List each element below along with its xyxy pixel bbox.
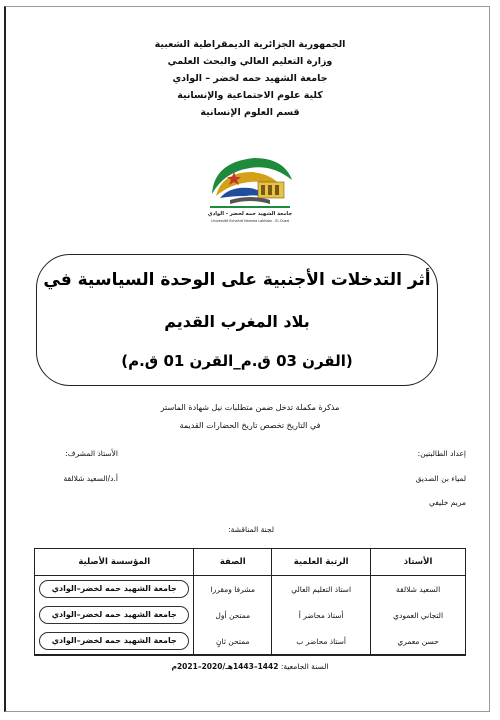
header-line-3: جامعة الشهيد حمه لخضر – الوادي (172, 73, 328, 84)
cell-institution: جامعة الشهيد حمه لخضر–الوادي (39, 606, 189, 624)
cell-role: مشرفا ومقررا (194, 576, 272, 603)
cell-rank: أستاذ محاضر ب (272, 628, 371, 655)
university-logo-icon (200, 150, 300, 230)
col-role: الصفة (194, 549, 272, 576)
cell-professor: التجاني العمودي (371, 602, 466, 628)
header-line-5: قسم العلوم الإنسانية (200, 107, 300, 118)
thesis-subtitle-line-2: في التاريخ تخصص تاريخ الحضارات القديمة (179, 421, 321, 430)
cell-role: ممتحن ثانٍ (194, 628, 272, 655)
logo-text-ar: جامعة الشهيد حمه لخضر - الوادي (207, 211, 293, 217)
cell-role: ممتحن أول (194, 602, 272, 628)
cell-institution: جامعة الشهيد حمه لخضر–الوادي (39, 632, 189, 650)
committee-table (34, 548, 466, 656)
academic-year-label: السنة الجامعية: (280, 662, 329, 671)
cell-professor: حسن معمري (371, 628, 466, 655)
institution-header (0, 36, 500, 121)
academic-year-value: 1442–1443هـ/2020–2021م (171, 662, 279, 671)
students-label: إعداد الطالبتين: (417, 449, 466, 458)
supervisor-label: الأستاذ المشرف: (65, 449, 118, 458)
student-name-2: مريم خليفي (428, 498, 466, 507)
table-row (35, 628, 466, 655)
cell-professor: السعيد شلالقة (371, 576, 466, 603)
thesis-title-line-3: (القرن 03 ق.م_القرن 01 ق.م) (121, 352, 353, 370)
committee-header-row (35, 549, 466, 576)
col-rank: الرتبة العلمية (272, 549, 371, 576)
thesis-title-line-1: أثر التدخلات الأجنبية على الوحدة السياسية في (43, 270, 431, 290)
header-line-4: كلية علوم الاجتماعية والإنسانية (177, 90, 323, 101)
cell-institution: جامعة الشهيد حمه لخضر–الوادي (39, 580, 189, 598)
thesis-title-line-2: بلاد المغرب القديم (164, 312, 310, 331)
cell-rank: استاذ التعليم العالي (272, 576, 371, 603)
student-name-1: لمياء بن الصديق (415, 474, 466, 483)
logo-text-fr: Université Echahid Hamma Lakhdar - El-Oued (211, 219, 289, 223)
supervisor-name: أ.د/السعيد شلالقة (63, 474, 118, 483)
header-line-2: وزارة التعليم العالي والبحث العلمي (167, 56, 333, 67)
committee-label: لجنة المناقشة: (228, 525, 274, 534)
header-line-1: الجمهورية الجزائرية الديمقراطية الشعبية (154, 39, 346, 50)
academic-year (0, 662, 500, 671)
col-professor: الأستاذ (371, 549, 466, 576)
col-institution: المؤسسة الأصلية (35, 549, 194, 576)
table-row (35, 602, 466, 628)
thesis-subtitle-line-1: مذكرة مكملة تدخل ضمن متطلبات نيل شهادة الماستر (160, 403, 340, 412)
cell-rank: أستاذ محاضر أ (272, 602, 371, 628)
table-row (35, 576, 466, 603)
